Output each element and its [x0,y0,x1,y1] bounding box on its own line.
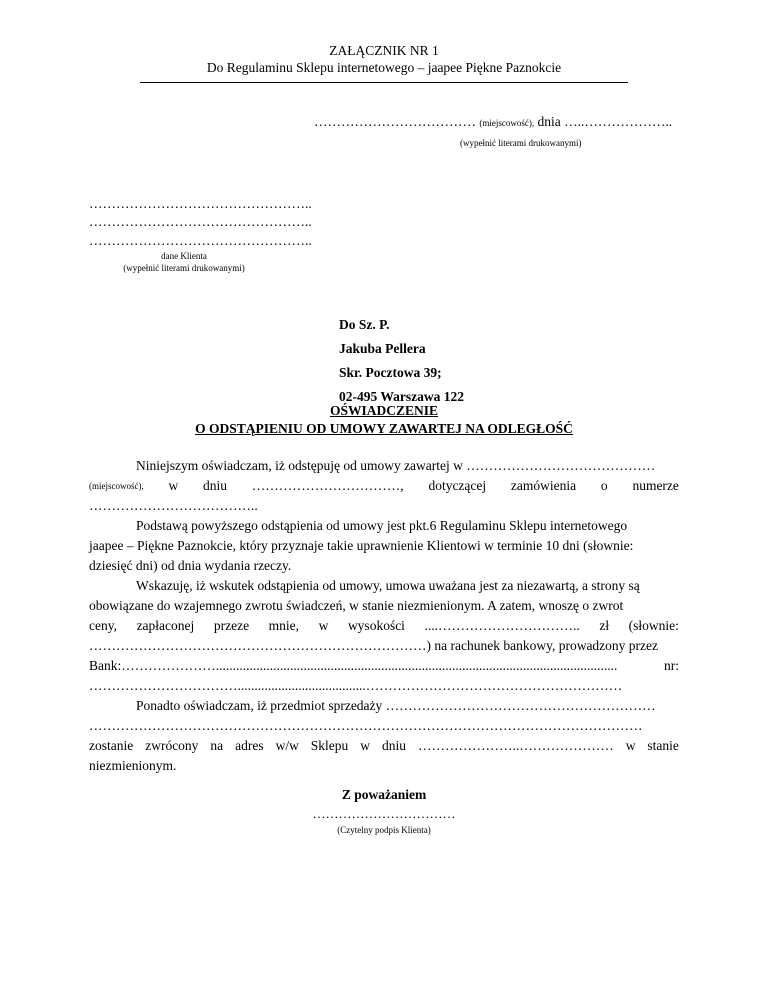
body-word: mnie, [268,618,300,633]
body-line-p4-4: niezmienionym. [89,758,177,773]
date-field: ……………………………, [251,478,404,493]
recipient-po-box: Skr. Pocztowa 39; [339,365,442,380]
place-note: (miejscowość), [479,118,535,128]
client-fill-note: (wypełnić literami drukowanymi) [123,263,245,273]
body-word: dniu [382,738,407,753]
body-word: dotyczącej [428,478,487,493]
body-word: wysokości [347,618,405,633]
declaration-subtitle: O ODSTĄPIENIU OD UMOWY ZAWARTEJ NA ODLEGŁOŚĆ [195,421,573,436]
body-word: dniu [203,478,228,493]
body-line-p3-5 [89,656,679,676]
body-word: ceny, [89,618,117,633]
body-word: w [360,738,371,753]
body-line-p2-3: dziesięć dni) od dnia wydania rzeczy. [89,558,292,573]
body-line-p3-3 [89,616,679,636]
body-line-p1-2 [89,476,679,496]
body-word: zapłaconej [136,618,195,633]
place-date-line [314,114,672,130]
header-divider [140,82,628,83]
place-note: (miejscowość), [89,481,144,491]
body-word: w [625,738,636,753]
body-line-p2-2: jaapee – Piękne Paznokcie, który przyznaje takie uprawnienie Klientowi w terminie 10 dni (słownie: [89,538,634,553]
body-word: stanie [647,738,679,753]
signature-note: (Czytelny podpis Klienta) [337,825,431,835]
body-word: (słownie: [628,618,679,633]
body-line-p3-1: Wskazuję, iż wskutek odstąpienia od umowy, umowa uważana jest za niezawartą, a strony są [136,578,640,593]
body-line-p1-1: Niniejszym oświadczam, iż odstępuję od umowy zawartej w …………………………………… [136,458,656,473]
closing-text: Z poważaniem [341,787,427,802]
body-line-p3-2: obowiązane do wzajemnego zwrotu świadczeń, w stanie niezmienionym. A zatem, wnoszę o zwrot [89,598,624,613]
body-word: zamówienia [510,478,577,493]
body-word: zwrócony [145,738,199,753]
client-label: dane Klienta [161,251,207,261]
body-line-p3-4: …………………………………………………………………) na rachunek bankowy, prowadzony przez [89,638,659,653]
body-word: zostanie [89,738,134,753]
client-field-3: ………………………………………….. [89,233,312,248]
body-word: adres [235,738,264,753]
client-field-2: ………………………………………….. [89,214,312,229]
order-number-field: ……………………………….. [89,498,258,513]
body-word: nr: [664,658,679,673]
body-line-p4-1: Ponadto oświadczam, iż przedmiot sprzedaży …………………………………………………… [136,698,656,713]
recipient-name: Jakuba Pellera [339,341,426,356]
amount-field: ....………………………….. [424,618,580,633]
attachment-title: ZAŁĄCZNIK NR 1 [329,43,439,58]
body-word: o [600,478,608,493]
signature-field: …………………………… [312,806,456,821]
account-number-field: ……………………………......................................………………………………………………… [89,678,623,693]
body-word: w/w [275,738,299,753]
return-date-field: …………………..………………… [417,738,614,753]
attachment-subtitle: Do Regulaminu Sklepu internetowego – jaapee Piękne Paznokcie [206,60,562,75]
recipient-line-1: Do Sz. P. [339,317,390,332]
date-field: …..……………….. [564,114,673,129]
recipient-city: 02-495 Warszawa 122 [339,389,464,404]
declaration-title: OŚWIADCZENIE [329,403,439,418]
item-field: …………………………………………………………………………………………………………… [89,718,643,733]
body-word: przeze [213,618,250,633]
body-word: na [210,738,224,753]
body-line-p4-3 [89,736,679,756]
body-word: zł [599,618,610,633]
body-word: w [318,618,329,633]
bank-field: Bank:…………………....................................................................................................................... [89,658,618,673]
place-date-fill-note: (wypełnić literami drukowanymi) [460,138,582,148]
date-word: dnia [537,114,561,129]
body-word: Sklepu [310,738,349,753]
body-line-p2-1: Podstawą powyższego odstąpienia od umowy jest pkt.6 Regulaminu Sklepu internetowego [136,518,628,533]
client-field-1: ………………………………………….. [89,196,312,211]
body-word: w [168,478,179,493]
place-field: ……………………………… [314,114,476,129]
body-word: numerze [632,478,679,493]
